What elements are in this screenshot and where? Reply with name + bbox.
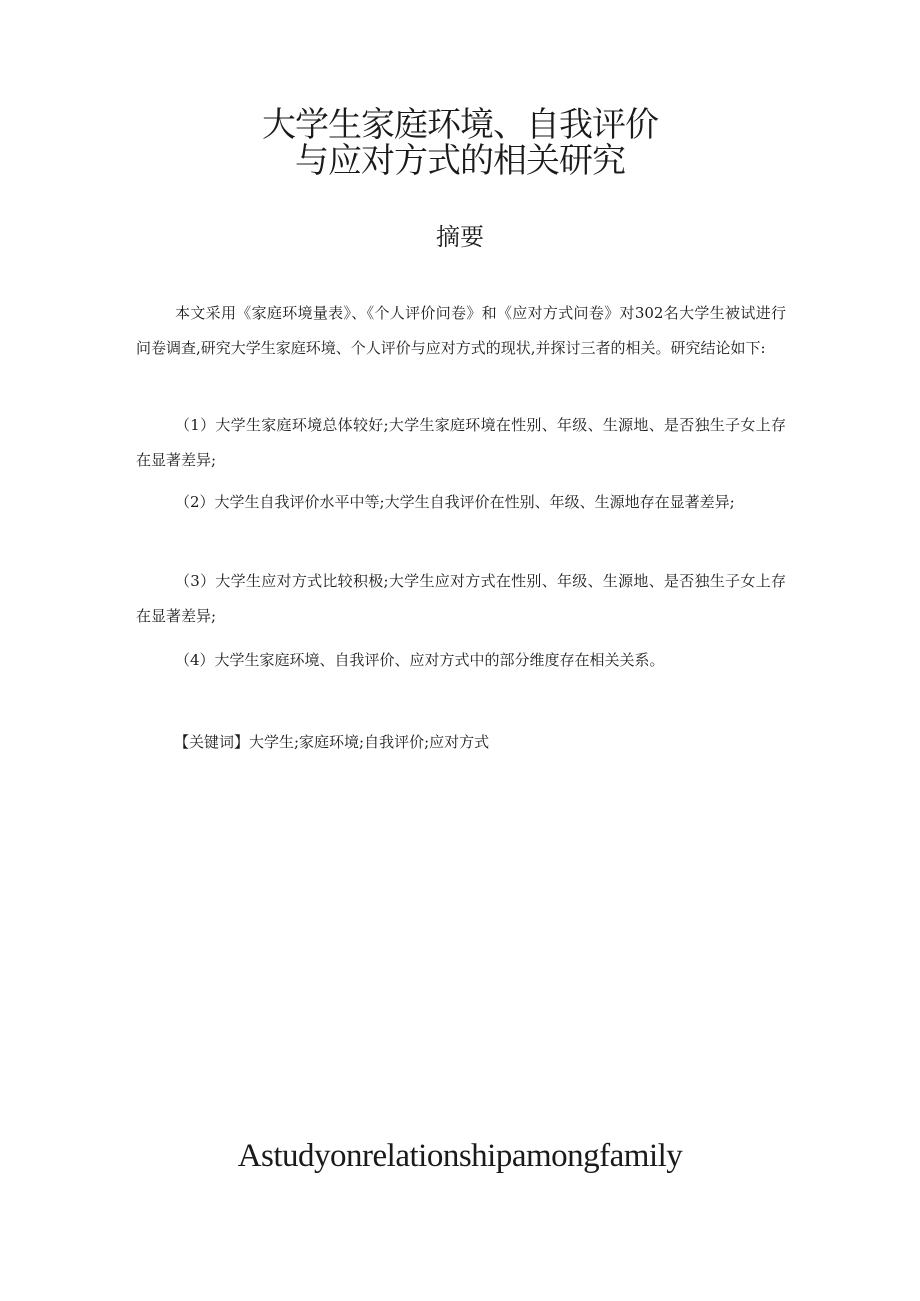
finding-1: （1）大学生家庭环境总体较好;大学生家庭环境在性别、年级、生源地、是否独生子女上存在显著差异;	[136, 416, 786, 469]
chinese-title-line-1: 大学生家庭环境、自我评价	[262, 105, 658, 145]
chinese-title-line-2: 与应对方式的相关研究	[295, 141, 625, 181]
keywords: 【关键词】大学生;家庭环境;自我评价;应对方式	[174, 733, 490, 751]
abstract-heading: 摘要	[436, 223, 484, 251]
finding-2: （2）大学生自我评价水平中等;大学生自我评价在性别、年级、生源地存在显著差异;	[175, 493, 735, 511]
finding-3: （3）大学生应对方式比较积极;大学生应对方式在性别、年级、生源地、是否独生子女上存在显著差异;	[136, 572, 786, 625]
english-title: Astudyonrelationshipamongfamily	[237, 1138, 683, 1174]
abstract-intro-paragraph: 本文采用《家庭环境量表》、《个人评价问卷》和《应对方式问卷》对302名大学生被试进行问卷调查,研究大学生家庭环境、个人评价与应对方式的现状,并探讨三者的相关。研究结论如下:	[136, 304, 786, 357]
finding-4: （4）大学生家庭环境、自我评价、应对方式中的部分维度存在相关关系。	[175, 651, 665, 669]
